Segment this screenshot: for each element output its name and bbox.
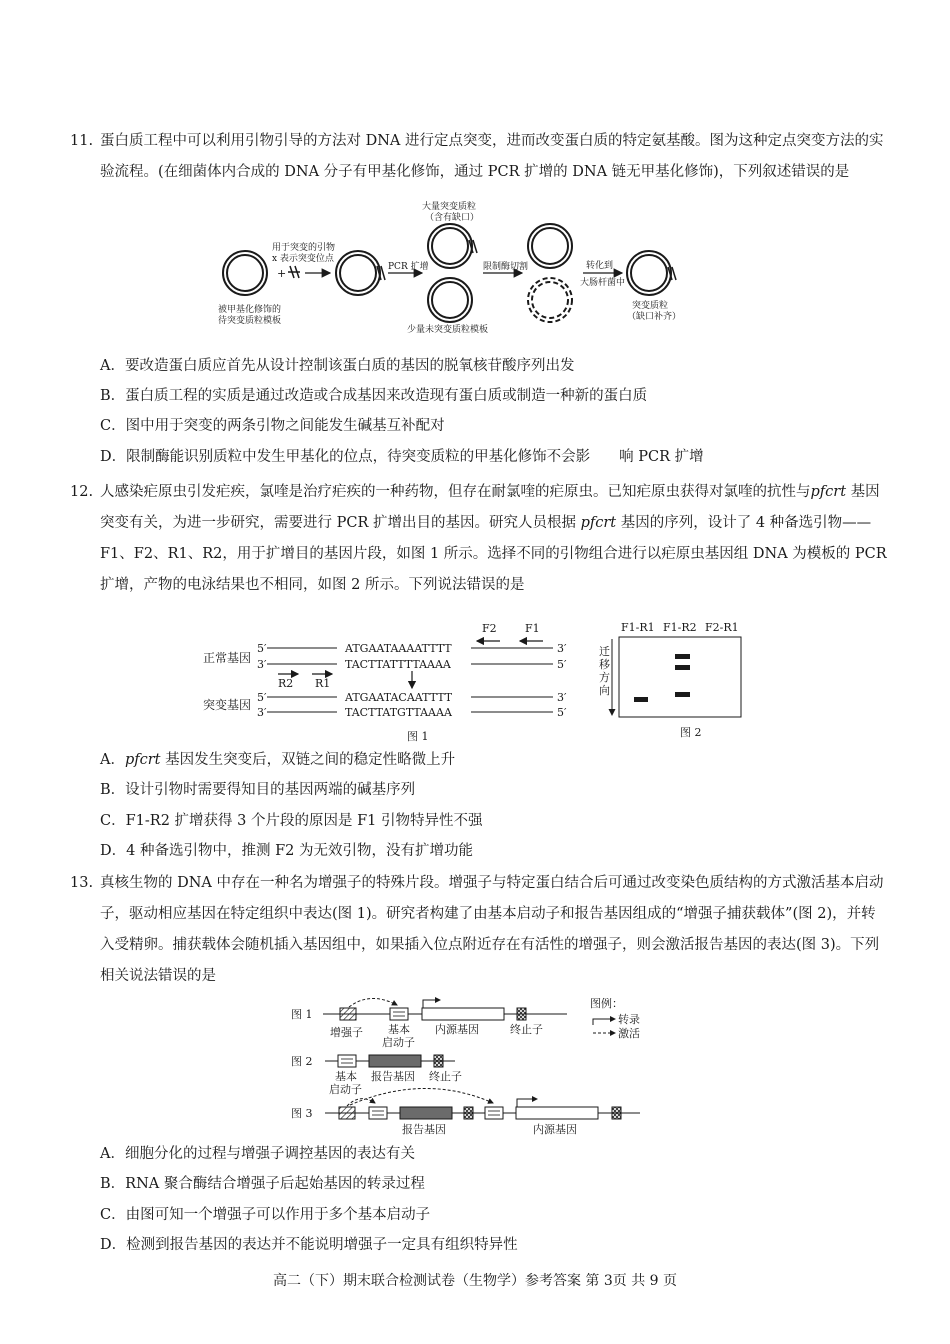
primer-label: 用于突变的引物 xyxy=(272,243,336,253)
gel-band xyxy=(675,692,690,697)
option-d: D．检测到报告基因的表达并不能说明增强子一定具有组织特异性 xyxy=(100,1237,518,1253)
primer-icon xyxy=(288,266,300,278)
template-plasmid xyxy=(223,251,267,295)
legend-title: 图例： xyxy=(590,997,623,1010)
question-13 xyxy=(70,868,890,992)
unmutated-template-plasmid xyxy=(428,278,472,322)
option-b: B．蛋白质工程的实质是通过改造或合成基因来改造现有蛋白质或制造一种新的蛋白质 xyxy=(100,388,648,404)
svg-text:图 1: 图 1 xyxy=(291,1008,313,1021)
gel-band xyxy=(634,697,648,702)
svg-text:内源基因: 内源基因 xyxy=(435,1023,479,1036)
figure-electrophoresis xyxy=(595,615,755,740)
svg-text:报告基因: 报告基因 xyxy=(402,1123,446,1136)
cut-label: 限制酶切割 xyxy=(483,262,529,272)
plus-sign: + xyxy=(277,267,287,280)
question-number: 12. xyxy=(70,484,94,500)
option-a: A．细胞分化的过程与增强子调控基因的表达有关 xyxy=(100,1146,415,1162)
svg-text:图 3: 图 3 xyxy=(291,1107,313,1120)
basic-promoter-block xyxy=(369,1107,387,1119)
mutant-seq-top: ATGAATACAATTTT xyxy=(345,691,453,704)
lane-label: F2-R1 xyxy=(705,621,739,634)
gene-name: pfcrt xyxy=(124,752,161,768)
primer-r2-label: R2 xyxy=(278,677,294,690)
template-label: 待突变质粒模板 xyxy=(218,316,282,326)
svg-text:3′: 3′ xyxy=(257,706,267,719)
endogenous-gene-block xyxy=(516,1107,598,1119)
svg-text:报告基因: 报告基因 xyxy=(371,1070,415,1083)
basic-promoter-block xyxy=(338,1055,356,1067)
mutant-seq-bottom: TACTTATGTTAAAA xyxy=(345,706,452,719)
svg-text:基本: 基本 xyxy=(388,1023,410,1036)
option-a: A．要改造蛋白质应首先从设计控制该蛋白质的基因的脱氧核苷酸序列出发 xyxy=(100,358,575,374)
figure-primers xyxy=(195,612,595,747)
figure-1-caption: 图 1 xyxy=(407,730,429,743)
question-stem: 真核生物的 DNA 中存在一种名为增强子的特殊片段。增强子与特定蛋白结合后可通过改变染色质结构的方式激活基本启动子，驱动相应基因在特定组织中表达(图 1)。研究者构建了由基本启动子和报告基因组成的“增强子捕获载体”(图 2)，并转入受精卵。捕获载体会随机插入基因组中，如果插入位点附近存在有活性的增强子，则会激活报告基因的表达(图 3)。下列相关说法错误的是 xyxy=(100,875,884,984)
question-stem: 人感染疟原虫引发疟疾，氯喹是治疗疟疾的一种药物，但存在耐氯喹的疟原虫。已知疟原虫获得对氯喹的抗性与pfcrt 基因突变有关，为进一步研究，需要进行 PCR 扩增出目的基因。研究人员根据 pfcrt 基因的序列，设计了 4 种备选引物——F1、F2、R1、R2，用于扩增目的基因片段，如图 1 所示。选择不同的引物组合进行以疟原虫基因组 DNA 为模板的 PCR 扩增，产物的电泳结果也不相同，如图 2 所示。下列说法错误的是 xyxy=(100,484,887,593)
question-stem: 蛋白质工程中可以利用引物引导的方法对 DNA 进行定点突变，进而改变蛋白质的特定氨基酸。图为这种定点突变方法的实验流程。(在细菌体内合成的 DNA 分子有甲基化修饰，通过 PCR 扩增的 DNA 链无甲基化修饰)，下列叙述错误的是 xyxy=(100,133,884,180)
page-footer: 高二（下）期末联合检测试卷（生物学）参考答案 第 3页 共 9 页 xyxy=(272,1273,678,1289)
question-number: 13. xyxy=(70,875,94,891)
transform-label: 大肠杆菌中 xyxy=(580,278,626,288)
option-c: C．由图可知一个增强子可以作用于多个基本启动子 xyxy=(100,1207,431,1223)
normal-seq-top: ATGAATAAAATTTT xyxy=(345,642,452,655)
enhancer-block xyxy=(340,1008,356,1020)
template-label: 被甲基化修饰的 xyxy=(218,305,282,315)
gene-name: pfcrt xyxy=(580,515,617,531)
few-template-label: 少量未突变质粒模板 xyxy=(407,325,489,335)
reporter-gene-block xyxy=(369,1055,421,1067)
svg-text:终止子: 终止子 xyxy=(429,1070,462,1083)
digested-template-plasmid xyxy=(528,278,572,322)
lane-label: F1-R2 xyxy=(663,621,697,634)
terminator-block xyxy=(434,1055,443,1067)
primer-label: x 表示突变位点 xyxy=(272,254,334,264)
svg-text:3′: 3′ xyxy=(557,642,567,655)
option-c: C．图中用于突变的两条引物之间能发生碱基互补配对 xyxy=(100,418,445,434)
transform-label: 转化到 xyxy=(586,261,614,271)
svg-text:3′: 3′ xyxy=(557,691,567,704)
terminator-block xyxy=(517,1008,526,1020)
svg-text:内源基因: 内源基因 xyxy=(533,1123,577,1136)
enhancer-block xyxy=(339,1107,355,1119)
svg-text:图 2: 图 2 xyxy=(291,1055,313,1068)
many-mutant-label: （含有缺口） xyxy=(425,213,480,223)
figure-2-caption: 图 2 xyxy=(680,726,702,739)
option-b: B．设计引物时需要得知目的基因两端的碱基序列 xyxy=(100,782,416,798)
pcr-label: PCR 扩增 xyxy=(388,262,429,272)
legend-transcribe: 转录 xyxy=(618,1013,640,1026)
plasmid-with-primer xyxy=(336,251,385,295)
primer-f1-label: F1 xyxy=(525,622,540,635)
svg-text:启动子: 启动子 xyxy=(329,1083,362,1096)
svg-text:5′: 5′ xyxy=(557,658,567,671)
legend-activate: 激活 xyxy=(618,1027,640,1040)
endogenous-gene-block xyxy=(422,1008,504,1020)
question-12 xyxy=(70,477,890,601)
normal-seq-bottom: TACTTATTTTAAAA xyxy=(345,658,451,671)
option-d: D．限制酶能识别质粒中发生甲基化的位点，待突变质粒的甲基化修饰不会影 响 PCR 扩增 xyxy=(100,449,704,465)
option-d: D．4 种备选引物中，推测 F2 为无效引物，没有扩增功能 xyxy=(100,843,473,859)
lane-label: F1-R1 xyxy=(621,621,655,634)
svg-text:终止子: 终止子 xyxy=(510,1023,543,1036)
primer-f2-label: F2 xyxy=(482,622,497,635)
svg-text:5′: 5′ xyxy=(257,691,267,704)
basic-promoter-block xyxy=(390,1008,408,1020)
surviving-mutant-plasmid xyxy=(528,224,572,268)
gel-band xyxy=(675,654,690,659)
question-number: 11. xyxy=(70,133,94,149)
basic-promoter-block xyxy=(485,1107,503,1119)
mutant-gene-label: 突变基因 xyxy=(203,698,252,712)
gene-name: pfcrt xyxy=(810,484,847,500)
terminator-block xyxy=(612,1107,621,1119)
svg-text:基本: 基本 xyxy=(335,1070,357,1083)
primer-r1-label: R1 xyxy=(315,677,331,690)
terminator-block xyxy=(464,1107,473,1119)
gel-band xyxy=(675,665,690,670)
option-a: A．pfcrt 基因发生突变后，双链之间的稳定性略微上升 xyxy=(100,752,456,768)
mutant-plasmid-gapped xyxy=(428,224,477,268)
svg-text:启动子: 启动子 xyxy=(382,1036,415,1049)
mutant-plasmid-label: 突变质粒 xyxy=(632,301,669,311)
svg-text:增强子: 增强子 xyxy=(330,1026,363,1039)
figure-site-mutagenesis xyxy=(200,198,700,338)
svg-text:5′: 5′ xyxy=(557,706,567,719)
svg-text:5′: 5′ xyxy=(257,642,267,655)
figure-enhancer-trap xyxy=(285,993,675,1138)
svg-text:3′: 3′ xyxy=(257,658,267,671)
migration-direction-label: 迁移方向 xyxy=(599,645,610,697)
option-b: B．RNA 聚合酶结合增强子后起始基因的转录过程 xyxy=(100,1176,425,1192)
question-11 xyxy=(70,126,890,188)
normal-gene-label: 正常基因 xyxy=(203,651,252,665)
many-mutant-label: 大量突变质粒 xyxy=(422,202,477,212)
reporter-gene-block xyxy=(400,1107,452,1119)
option-c: C．F1-R2 扩增获得 3 个片段的原因是 F1 引物特异性不强 xyxy=(100,813,483,829)
mutant-plasmid-label: （缺口补齐） xyxy=(627,312,682,322)
final-mutant-plasmid xyxy=(627,251,676,295)
